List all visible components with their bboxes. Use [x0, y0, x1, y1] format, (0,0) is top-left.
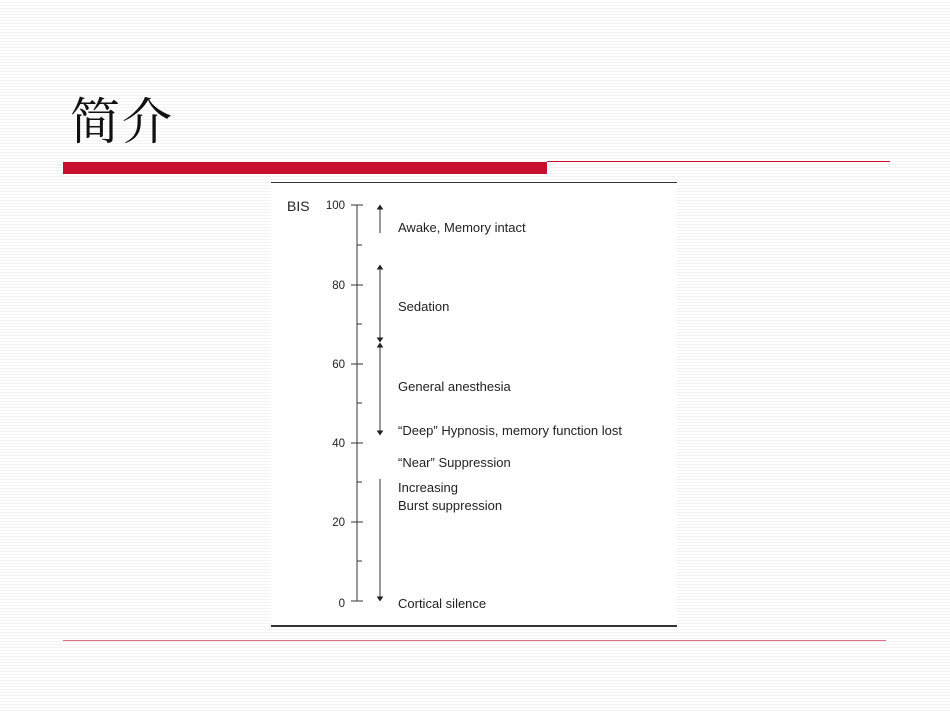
footer-divider — [63, 640, 886, 641]
slide-title: 简介 — [70, 93, 174, 151]
title-underline-thin — [547, 161, 890, 162]
tick-label-60: 60 — [332, 359, 345, 371]
bis-scale-diagram — [271, 183, 677, 625]
title-underline-thick — [63, 162, 547, 174]
level-sedation: Sedation — [398, 299, 450, 314]
level-increasing: Increasing — [398, 480, 458, 495]
tick-label-0: 0 — [338, 598, 345, 610]
level-near-suppression: “Near” Suppression — [398, 455, 511, 470]
tick-label-100: 100 — [325, 200, 345, 212]
tick-label-20: 20 — [332, 517, 345, 529]
level-awake: Awake, Memory intact — [398, 220, 526, 235]
bis-diagram-figure — [271, 182, 677, 627]
bis-axis-label: BIS — [287, 198, 310, 214]
level-burst-suppression: Burst suppression — [398, 498, 503, 513]
level-general-anesthesia: General anesthesia — [398, 379, 511, 394]
level-deep-hypnosis: “Deep” Hypnosis, memory function lost — [398, 423, 622, 438]
level-cortical-silence: Cortical silence — [398, 596, 487, 611]
tick-label-80: 80 — [332, 280, 345, 292]
tick-label-40: 40 — [332, 438, 345, 450]
